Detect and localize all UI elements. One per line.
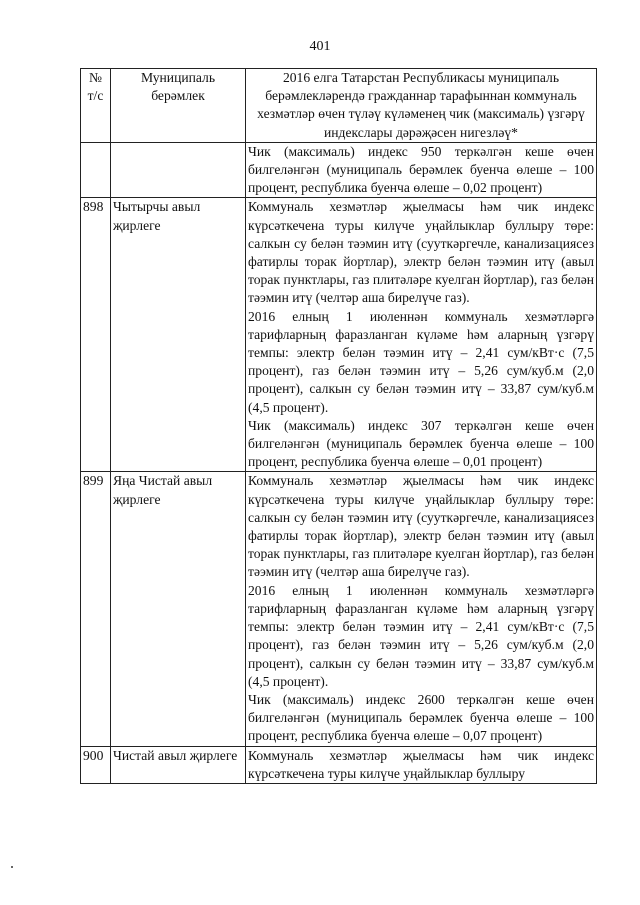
row-number: 898: [81, 198, 111, 472]
row-description: [246, 746, 597, 783]
table-header-row: [81, 69, 597, 143]
row-description: [246, 472, 597, 746]
description-paragraph: 2016 елның 1 июленнән коммуналь хезмәтләргә тарифларның фаразланган күләме һәм аларның үзгәрү темпы: электр белән тәэмин итү – 2,41 сум/кВт·с (7,5 процент), газ белән тәэмин итү – 5,26 сум/куб.м (2,0 процент), салкын су белән тәэмин итү – 33,87 сум/куб.м (4,5 процент).: [248, 308, 594, 415]
header-description: 2016 елга Татарстан Республикасы муниципаль берәмлекләрендә гражданнар тарафыннан коммуналь хезмәтләр өчен түләү күләменең чик (максималь) үзгәрү индекслары дәрәҗәсен нигезләү*: [246, 69, 597, 143]
description-paragraph: Чик (максималь) индекс 307 теркәлгән кеше өчен билгеләнгән (муниципаль берәмлек буенча өлеше – 100 процент, республика буенча өлеше – 0,01 процент): [248, 417, 594, 470]
page-number: 401: [309, 39, 331, 54]
row-number: 899: [81, 472, 111, 746]
row-description: [246, 198, 597, 472]
description-paragraph: Чик (максималь) индекс 2600 теркәлгән кеше өчен билгеләнгән (муниципаль берәмлек буенча өлеше – 100 процент, республика буенча өлеше – 0,07 процент): [248, 691, 594, 744]
cut-off-text: [248, 747, 594, 783]
table-row: [81, 746, 597, 783]
description-paragraph: Коммуналь хезмәтләр җыелмасы һәм чик индекс күрсәткечена туры килүче уңайлыклар буллыру төре: салкын су белән тәэмин итү (сууткәргечле, канализациясез фатирлы торак йортлар), электр белән тәэмин итү (авыл торак пунктлары, газ плитәләре куелган йортлар), газ белән тәэмин итү (челтәр аша бирелүче газ).: [248, 473, 594, 580]
description-paragraph: 2016 елның 1 июленнән коммуналь хезмәтләргә тарифларның фаразланган күләме һәм аларның үзгәрү темпы: электр белән тәэмин итү – 2,41 сум/кВт·с (7,5 процент), газ белән тәэмин итү – 5,26 сум/куб.м (2,0 процент), салкын су белән тәэмин итү – 33,87 сум/куб.м (4,5 процент).: [248, 582, 594, 689]
municipal-index-table: [80, 68, 597, 784]
description-paragraph: Коммуналь хезмәтләр җыелмасы һәм чик индекс күрсәткечена туры килүче уңайлыклар буллыру: [248, 747, 594, 781]
description-paragraph: Чик (максималь) индекс 950 теркәлгән кеше өчен билгеләнгән (муниципаль берәмлек буенча өлеше – 100 процент, республика буенча өлеше – 0,02 процент): [248, 143, 594, 196]
header-number: № т/с: [81, 69, 111, 143]
table-row: [81, 472, 597, 746]
row-municipality: Чытырчы авыл җирлеге: [111, 198, 246, 472]
row-number: 900: [81, 746, 111, 783]
row-description: [246, 142, 597, 198]
row-number: [81, 142, 111, 198]
row-municipality: [111, 142, 246, 198]
header-municipality: Муниципаль берәмлек: [111, 69, 246, 143]
table-row: [81, 198, 597, 472]
row-municipality: Яңа Чистай авыл җирлеге: [111, 472, 246, 746]
row-municipality: Чистай авыл җирлеге: [111, 746, 246, 783]
scan-speck: [11, 866, 13, 868]
table-row: [81, 142, 597, 198]
description-paragraph: Коммуналь хезмәтләр җыелмасы һәм чик индекс күрсәткечена туры килүче уңайлыклар буллыру төре: салкын су белән тәэмин итү (сууткәргечле, канализациясез фатирлы торак йортлар), электр белән тәэмин итү (авыл торак пунктлары, газ плитәләре куелган йортлар), газ белән тәэмин итү (челтәр аша бирелүче газ).: [248, 199, 594, 306]
